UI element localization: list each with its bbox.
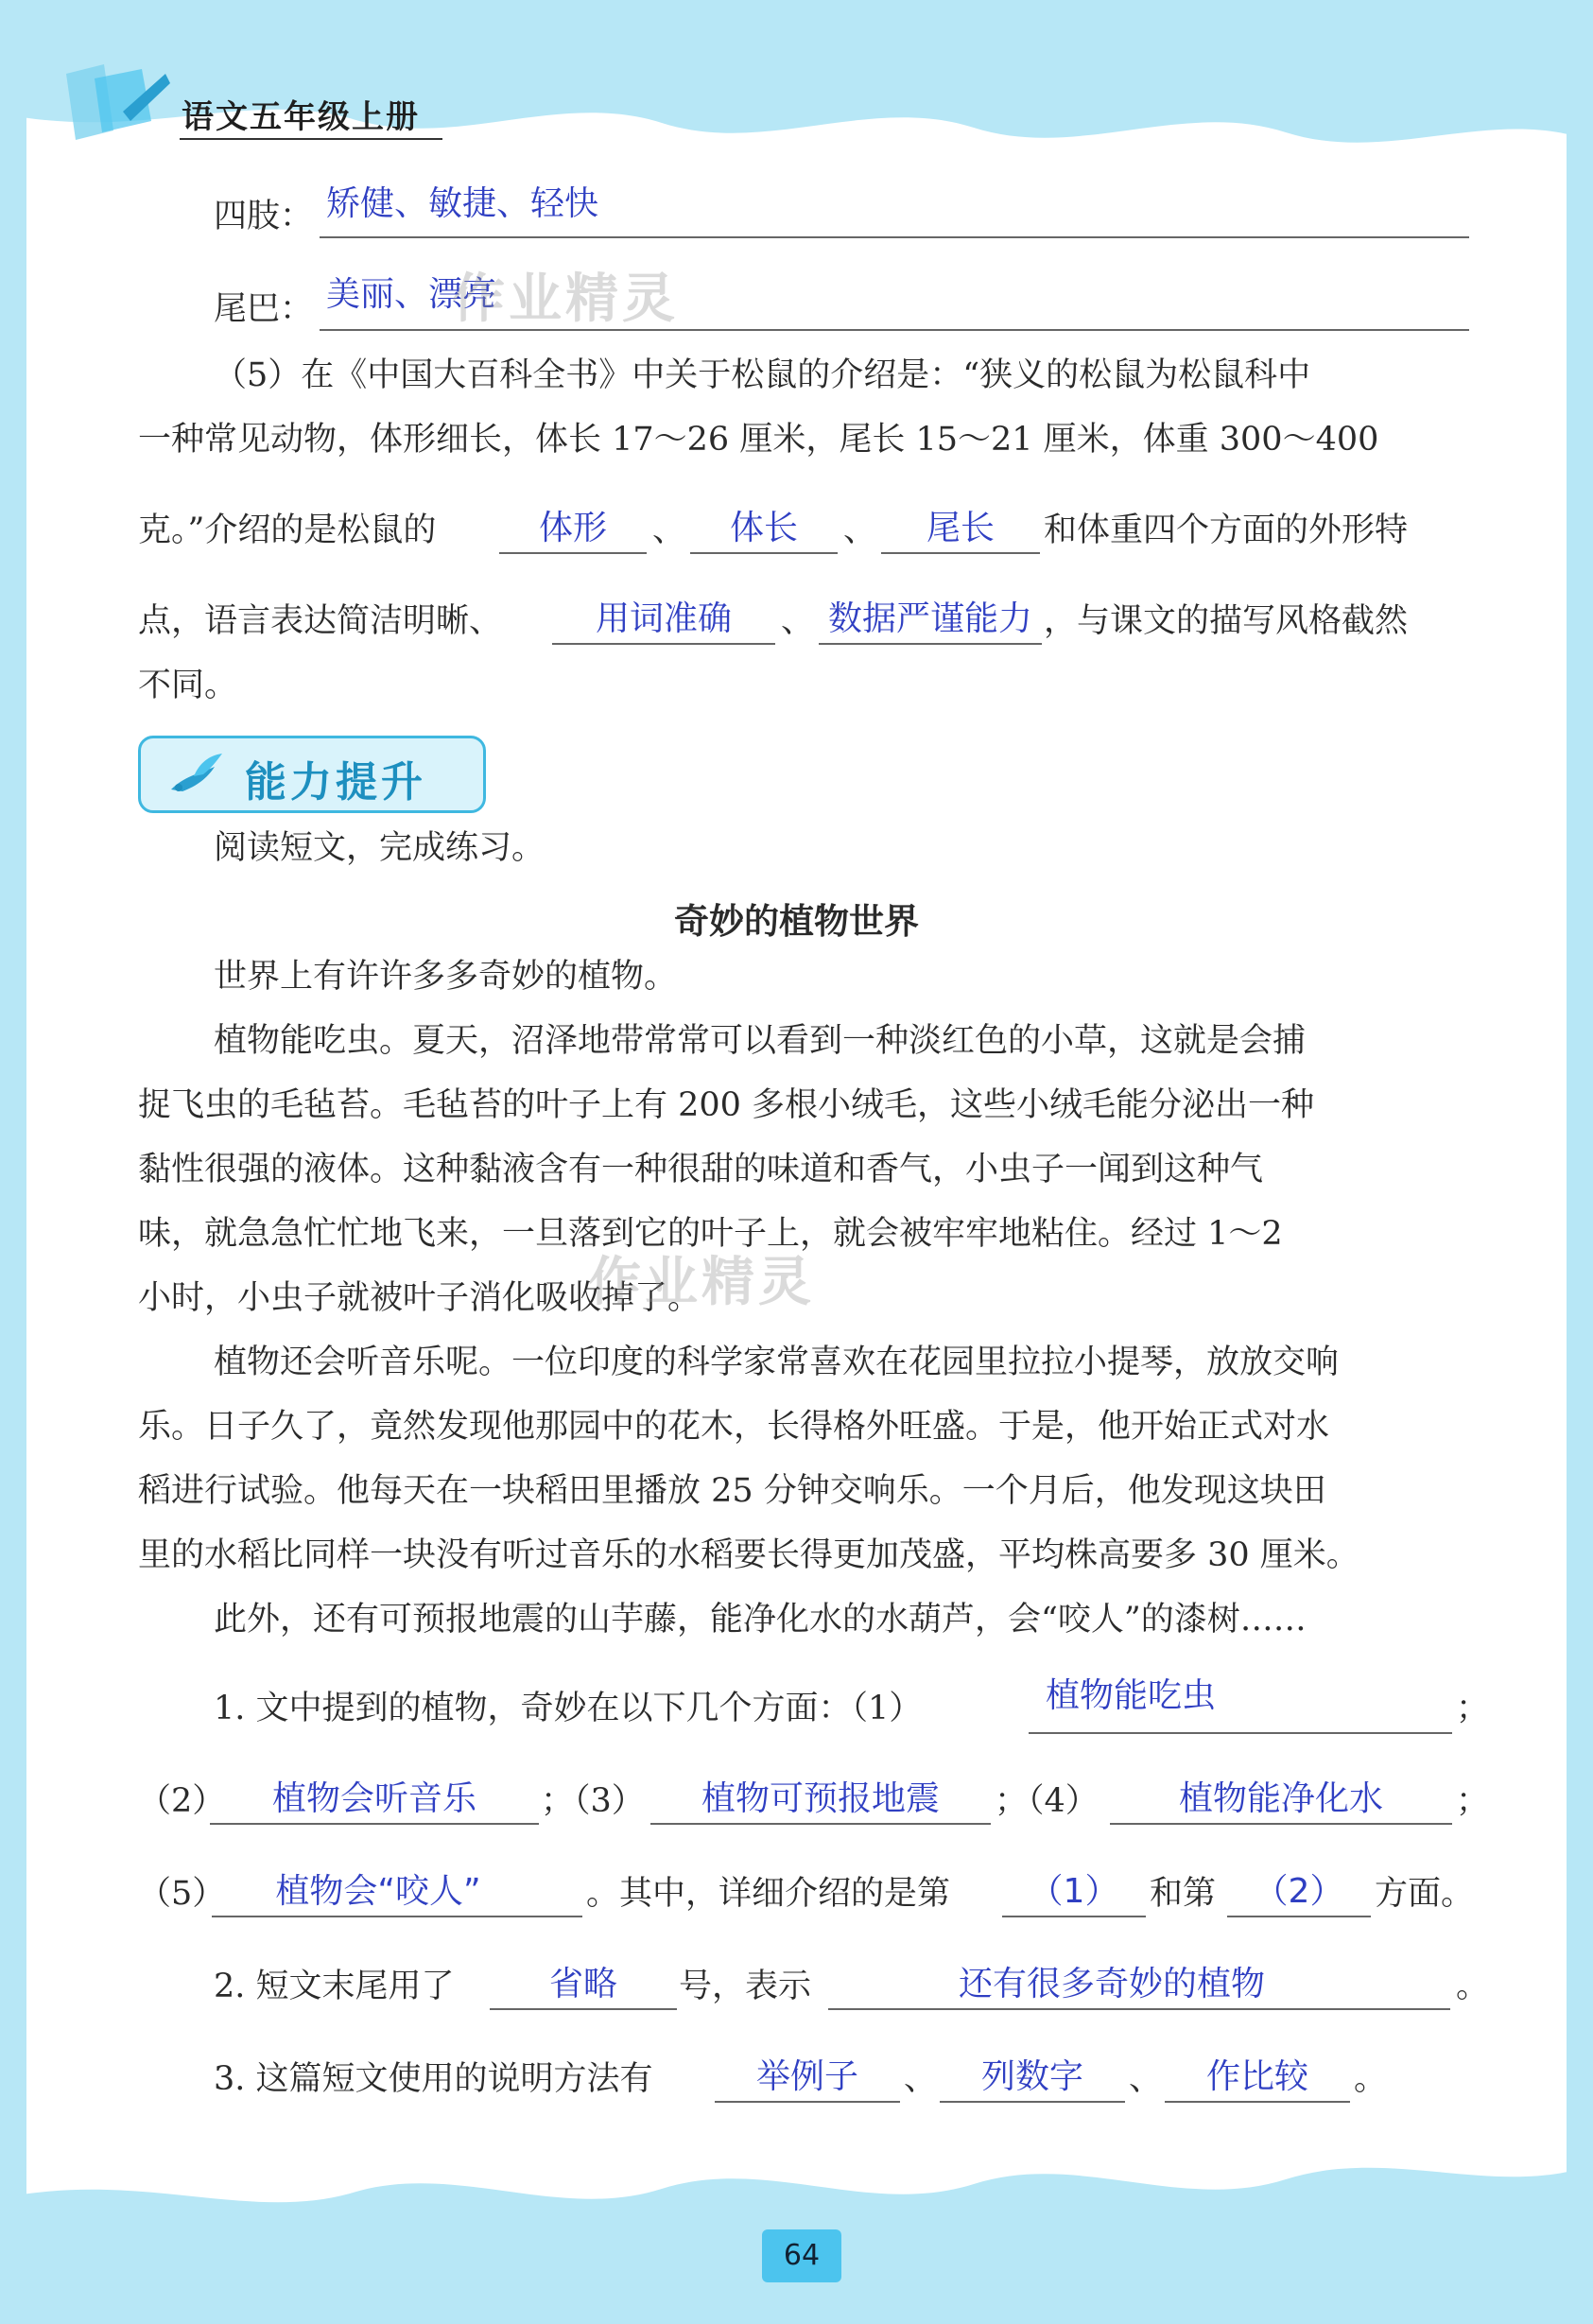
bottom-wave-band <box>0 2127 1593 2324</box>
pencil-logo-icon <box>57 55 170 149</box>
q2-end: 。 <box>1456 1968 1490 2005</box>
q3-answer3: 作比较 <box>1205 2057 1308 2096</box>
section-badge-label: 能力提升 <box>245 758 426 806</box>
q5-line5: 不同。 <box>138 667 238 704</box>
header-underline <box>180 138 442 140</box>
article-p3-line: 植物还会听音乐呢。一位印度的科学家常喜欢在花园里拉拉小提琴，放放交响 <box>214 1344 1340 1381</box>
q1-blank4 <box>1110 1823 1452 1825</box>
q2-answer2: 还有很多奇妙的植物 <box>958 1965 1265 2003</box>
article-p4: 此外，还有可预报地震的山芋藤，能净化水的水葫芦，会“咬人”的漆树…… <box>214 1601 1307 1639</box>
article-p3-line: 乐。日子久了，竟然发现他那园中的花木，长得格外旺盛。于是，他开始正式对水 <box>138 1408 1330 1446</box>
q1-answer1: 植物能吃虫 <box>1046 1676 1217 1715</box>
q2-answer1: 省略 <box>548 1965 617 2003</box>
watermark: 作业精灵 <box>452 269 679 330</box>
limbs-label: 四肢： <box>214 198 314 235</box>
bird-icon <box>165 748 232 801</box>
q1-semicolon: ； <box>1456 1782 1490 1820</box>
q5-answer3: 尾长 <box>926 509 995 547</box>
q2-mid: 号，表示 <box>679 1968 812 2005</box>
q1-label2: （2） <box>138 1782 226 1820</box>
article-p2-line: 黏性很强的液体。这种黏液含有一种很甜的味道和香气，小虫子一闻到这种气 <box>138 1151 1264 1188</box>
article-p2-line: 捉飞虫的毛毡苔。毛毡苔的叶子上有 200 多根小绒毛，这些小绒毛能分泌出一种 <box>138 1086 1315 1124</box>
q5-line4-start: 点，语言表达简洁明晰、 <box>138 602 503 640</box>
q1-label5: （5） <box>138 1875 226 1913</box>
q1-blank6 <box>1002 1916 1146 1917</box>
q5-line2: 一种常见动物，体形细长，体长 17～26 厘米，尾长 15～21 厘米，体重 300～400 <box>138 421 1379 459</box>
limbs-answer-line <box>320 236 1469 238</box>
q1-blank3 <box>650 1823 991 1825</box>
article-p2-line: 小时，小虫子就被叶子消化吸收掉了。 <box>138 1279 701 1317</box>
q5-line3-end: 和体重四个方面的外形特 <box>1044 512 1409 549</box>
q5-answer2: 体长 <box>729 509 798 547</box>
watermark: 作业精灵 <box>588 1252 815 1313</box>
q5-answer5: 数据严谨能力 <box>827 599 1032 638</box>
q2-blank2 <box>828 2008 1450 2010</box>
q1-answer2: 植物会听音乐 <box>271 1779 476 1818</box>
q3-sep1: 、 <box>904 2060 938 2098</box>
article-p3-line: 稻进行试验。他每天在一块稻田里播放 25 分钟交响乐。一个月后，他发现这块田 <box>138 1472 1326 1510</box>
q1-blank2 <box>210 1823 539 1825</box>
q1-label4: ；（4） <box>995 1782 1099 1820</box>
q1-label3: ；（3） <box>541 1782 645 1820</box>
tail-label: 尾巴： <box>214 290 314 328</box>
q3-blank3 <box>1165 2101 1350 2103</box>
q1-answer3: 植物可预报地震 <box>701 1779 940 1818</box>
q5-line4-end: ，与课文的描写风格截然 <box>1044 602 1409 640</box>
q3-sep2: 、 <box>1129 2060 1163 2098</box>
q1-blank1 <box>1029 1732 1452 1734</box>
q5-blank5 <box>819 643 1042 645</box>
q5-blank2 <box>690 552 838 554</box>
right-border <box>1567 0 1593 2324</box>
q1-and: 和第 <box>1150 1875 1217 1913</box>
q3-end: 。 <box>1354 2060 1388 2098</box>
q5-answer4: 用词准确 <box>595 599 732 638</box>
q1-line3-mid: 。其中，详细介绍的是第 <box>586 1875 951 1913</box>
q1-semicolon: ； <box>1456 1690 1490 1727</box>
q3-start: 3. 这篇短文使用的说明方法有 <box>214 2060 653 2098</box>
q3-answer2: 列数字 <box>980 2057 1083 2096</box>
article-p2-line: 植物能吃虫。夏天，沼泽地带常常可以看到一种淡红色的小草，这就是会捕 <box>214 1022 1307 1060</box>
q3-answer1: 举例子 <box>755 2057 858 2096</box>
q1-intro: 1. 文中提到的植物，奇妙在以下几个方面：（1） <box>214 1690 923 1727</box>
q1-answer7: （2） <box>1254 1872 1344 1911</box>
q1-end: 方面。 <box>1375 1875 1475 1913</box>
article-p1: 世界上有许许多多奇妙的植物。 <box>214 958 678 996</box>
q3-blank1 <box>715 2101 900 2103</box>
q1-blank5 <box>212 1916 582 1917</box>
q5-blank3 <box>881 552 1040 554</box>
q1-blank7 <box>1227 1916 1371 1917</box>
article-p3-line: 里的水稻比同样一块没有听过音乐的水稻要长得更加茂盛，平均株高要多 30 厘米。 <box>138 1536 1359 1574</box>
q5-blank4 <box>552 643 775 645</box>
q1-answer5: 植物会“咬人” <box>275 1872 481 1911</box>
section-badge <box>138 736 486 813</box>
header-title: 语文五年级上册 <box>182 98 420 136</box>
q2-blank1 <box>490 2008 677 2010</box>
q1-answer4: 植物能净化水 <box>1178 1779 1383 1818</box>
q5-sep1: 、 <box>652 512 686 549</box>
q5-blank1 <box>499 552 647 554</box>
reading-instruction: 阅读短文，完成练习。 <box>214 829 545 867</box>
q5-answer1: 体形 <box>538 509 607 547</box>
article-title: 奇妙的植物世界 <box>674 900 919 942</box>
q5-sep3: 、 <box>781 602 815 640</box>
q5-sep2: 、 <box>843 512 877 549</box>
page-number: 64 <box>762 2229 841 2282</box>
tail-answer: 美丽、漂亮 <box>326 275 497 314</box>
article-p2-line: 味，就急急忙忙地飞来，一旦落到它的叶子上，就会被牢牢地粘住。经过 1～2 <box>138 1215 1283 1253</box>
q2-start: 2. 短文末尾用了 <box>214 1968 455 2005</box>
limbs-answer: 矫健、敏捷、轻快 <box>326 184 599 223</box>
q3-blank2 <box>940 2101 1125 2103</box>
q1-answer6: （1） <box>1029 1872 1119 1911</box>
q5-line3-start: 克。”介绍的是松鼠的 <box>138 512 437 549</box>
left-border <box>0 0 26 2324</box>
q5-line1: （5）在《中国大百科全书》中关于松鼠的介绍是：“狭义的松鼠为松鼠科中 <box>214 356 1311 394</box>
